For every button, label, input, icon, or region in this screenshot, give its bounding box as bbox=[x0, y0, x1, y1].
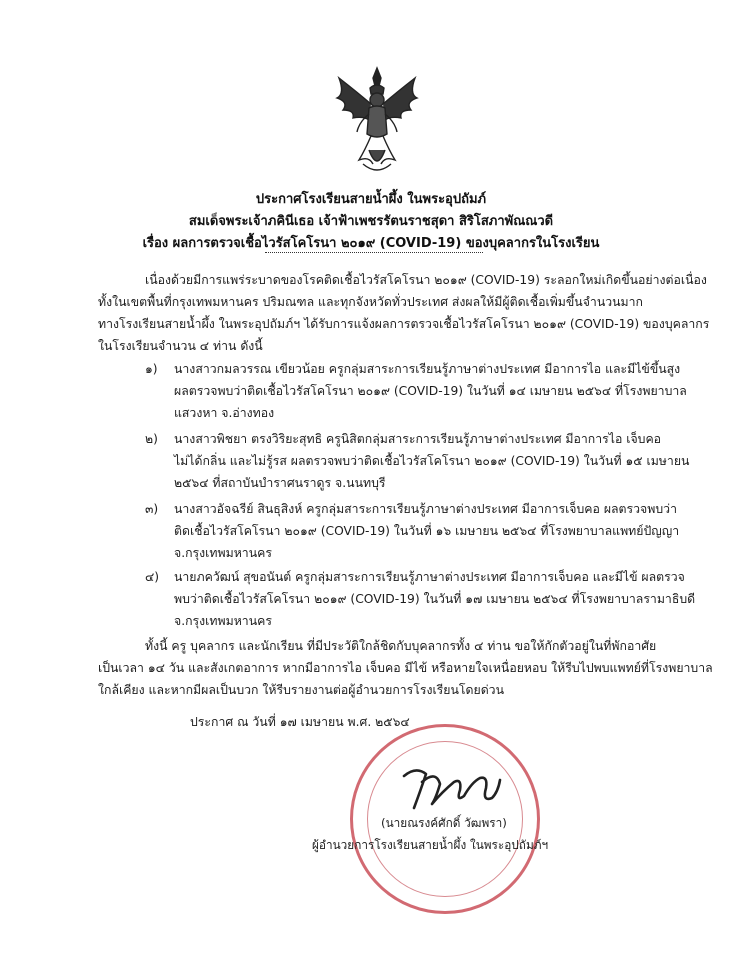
signer-title: ผู้อำนวยการโรงเรียนสายน้ำผึ้ง ในพระอุปถัมภ์ฯ bbox=[312, 838, 549, 852]
announcement-date: ประกาศ ณ วันที่ ๑๗ เมษายน พ.ศ. ๒๕๖๔ bbox=[190, 715, 410, 729]
item-number: ๔) bbox=[145, 570, 160, 584]
header-line-1: ประกาศโรงเรียนสายน้ำผึ้ง ในพระอุปถัมภ์ bbox=[255, 192, 487, 207]
closing-line-1: ทั้งนี้ ครู บุคลากร และนักเรียน ที่มีประวัติใกล้ชิดกับบุคลากรทั้ง ๔ ท่าน ขอให้กักตัวอยู่ในที่พักอาศัย bbox=[145, 639, 657, 653]
item-line: นางสาวกมลวรรณ เขียวน้อย ครูกลุ่มสาระการเรียนรู้ภาษาต่างประเทศ มีอาการไอ และมีไข้ขึ้นสูง bbox=[174, 362, 681, 376]
item-line: นายภควัฒน์ สุขอนันต์ ครูกลุ่มสาระการเรียนรู้ภาษาต่างประเทศ มีอาการเจ็บคอ และมีไข้ ผลตรวจ bbox=[174, 570, 685, 584]
item-line: แสวงหา จ.อ่างทอง bbox=[174, 406, 275, 420]
item-line: ไม่ได้กลิ่น และไม่รู้รส ผลตรวจพบว่าติดเชื้อไวรัสโคโรนา ๒๐๑๙ (COVID-19) ในวันที่ ๑๕ เมษายน bbox=[174, 454, 690, 468]
intro-line-1: เนื่องด้วยมีการแพร่ระบาดของโรคติดเชื้อไวรัสโคโรนา ๒๐๑๙ (COVID-19) ระลอกใหม่เกิดขึ้นอย่างต่อเนื่อง bbox=[145, 273, 707, 287]
header-line-2: สมเด็จพระเจ้าภคินีเธอ เจ้าฟ้าเพชรรัตนราชสุดา สิริโสภาพัณณวดี bbox=[188, 214, 554, 229]
item-number: ๑) bbox=[145, 362, 158, 376]
intro-line-3: ทางโรงเรียนสายน้ำผึ้ง ในพระอุปถัมภ์ฯ ได้รับการแจ้งผลการตรวจเชื้อไวรัสโคโรนา ๒๐๑๙ (COVID-19) ของบุคลากร bbox=[98, 317, 710, 331]
item-line: จ.กรุงเทพมหานคร bbox=[174, 546, 272, 560]
garuda-emblem-icon bbox=[329, 64, 425, 176]
item-line: จ.กรุงเทพมหานคร bbox=[174, 614, 272, 628]
item-line: นางสาวอัจฉรีย์ สินธุสิงห์ ครูกลุ่มสาระการเรียนรู้ภาษาต่างประเทศ มีอาการเจ็บคอ ผลตรวจพบว่า bbox=[174, 502, 677, 516]
item-line: พบว่าติดเชื้อไวรัสโคโรนา ๒๐๑๙ (COVID-19) ในวันที่ ๑๗ เมษายน ๒๕๖๔ ที่โรงพยาบาลรามาธิบดี bbox=[174, 592, 696, 606]
item-number: ๓) bbox=[145, 502, 159, 516]
signature-icon bbox=[396, 762, 506, 818]
item-line: ๒๕๖๔ ที่สถาบันบำราศนราดูร จ.นนทบุรี bbox=[174, 476, 386, 490]
header-subject: เรื่อง ผลการตรวจเชื้อไวรัสโคโรนา ๒๐๑๙ (COVID-19) ของบุคลากรในโรงเรียน bbox=[142, 236, 600, 251]
item-line: นางสาวพิชยา ตรงวิริยะสุทธิ ครูนิสิตกลุ่มสาระการเรียนรู้ภาษาต่างประเทศ มีอาการไอ เจ็บคอ bbox=[174, 432, 662, 446]
intro-line-2: ทั้งในเขตพื้นที่กรุงเทพมหานคร ปริมณฑล และทุกจังหวัดทั่วประเทศ ส่งผลให้มีผู้ติดเชื้อเพิ่มขึ้นจำนวนมาก bbox=[98, 295, 644, 309]
intro-line-4: ในโรงเรียนจำนวน ๔ ท่าน ดังนี้ bbox=[98, 339, 263, 353]
closing-line-2: เป็นเวลา ๑๔ วัน และสังเกตอาการ หากมีอาการไอ เจ็บคอ มีไข้ หรือหายใจเหนื่อยหอบ ให้รีบไปพบแพทย์ที่โรงพยาบาล bbox=[98, 661, 713, 675]
item-number: ๒) bbox=[145, 432, 158, 446]
header-divider bbox=[265, 252, 483, 253]
closing-line-3: ใกล้เคียง และหากมีผลเป็นบวก ให้รีบรายงานต่อผู้อำนวยการโรงเรียนโดยด่วน bbox=[98, 683, 504, 697]
item-line: ติดเชื้อไวรัสโคโรนา ๒๐๑๙ (COVID-19) ในวันที่ ๑๖ เมษายน ๒๕๖๔ ที่โรงพยาบาลแพทย์ปัญญา bbox=[174, 524, 680, 538]
signer-name: (นายณรงค์ศักดิ์ วัฒพรา) bbox=[381, 816, 507, 830]
item-line: ผลตรวจพบว่าติดเชื้อไวรัสโคโรนา ๒๐๑๙ (COVID-19) ในวันที่ ๑๔ เมษายน ๒๕๖๔ ที่โรงพยาบาล bbox=[174, 384, 687, 398]
